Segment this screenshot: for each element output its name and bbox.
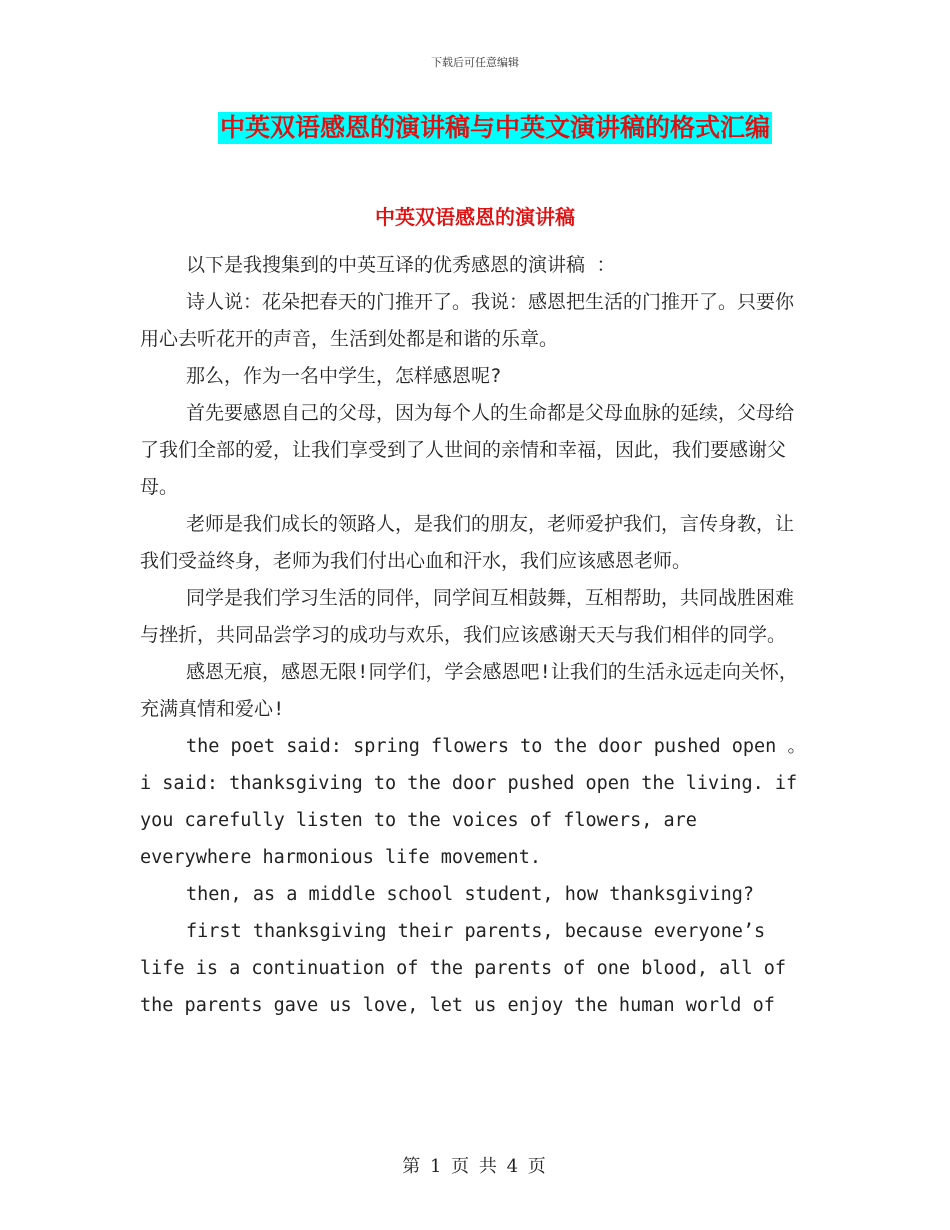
paragraph-english-question: then, as a middle school student, how thanksgiving? — [186, 884, 755, 905]
page-footer: 第 1 页 共 4 页 — [402, 1156, 548, 1177]
paragraph-classmates: 同学是我们学习生活的同伴，同学间互相鼓舞，互相帮助，共同战胜困难与挫折，共同品尝学习的成功与欢乐，我们应该感谢天天与我们相伴的同学。 — [140, 587, 795, 646]
paragraph-english-poet: the poet said: spring flowers to the door pushed open 。 i said: thanksgiving to the door pushed open the living. if you carefully listen to the voices of flowers, are everywhere harmonious life movement. — [140, 736, 806, 868]
document-body — [140, 247, 812, 1024]
main-title-container — [0, 112, 950, 144]
paragraph-poet: 诗人说：花朵把春天的门推开了。我说：感恩把生活的门推开了。只要你用心去听花开的声音，生活到处都是和谐的乐章。 — [140, 291, 795, 350]
section-title: 中英双语感恩的演讲稿 — [375, 205, 575, 229]
main-title: 中英双语感恩的演讲稿与中英文演讲稿的格式汇编 — [219, 113, 770, 142]
paragraph-english-parents: first thanksgiving their parents, because everyone’s life is a continuation of the parents of one blood, all of the parents gave us love, let us enjoy the human world of — [140, 921, 787, 1016]
header-note: 下载后可任意编辑 — [431, 56, 519, 69]
paragraph-question: 那么，作为一名中学生，怎样感恩呢? — [186, 365, 502, 387]
paragraph-conclusion: 感恩无痕，感恩无限!同学们，学会感恩吧!让我们的生活永远走向关怀，充满真情和爱心! — [140, 661, 798, 720]
paragraph-intro: 以下是我搜集到的中英互译的优秀感恩的演讲稿 ： — [186, 254, 616, 276]
paragraph-teachers: 老师是我们成长的领路人，是我们的朋友，老师爱护我们，言传身教，让我们受益终身，老师为我们付出心血和汗水，我们应该感恩老师。 — [140, 513, 795, 572]
paragraph-parents: 首先要感恩自己的父母，因为每个人的生命都是父母血脉的延续，父母给了我们全部的爱，让我们享受到了人世间的亲情和幸福，因此，我们要感谢父母。 — [140, 402, 795, 498]
